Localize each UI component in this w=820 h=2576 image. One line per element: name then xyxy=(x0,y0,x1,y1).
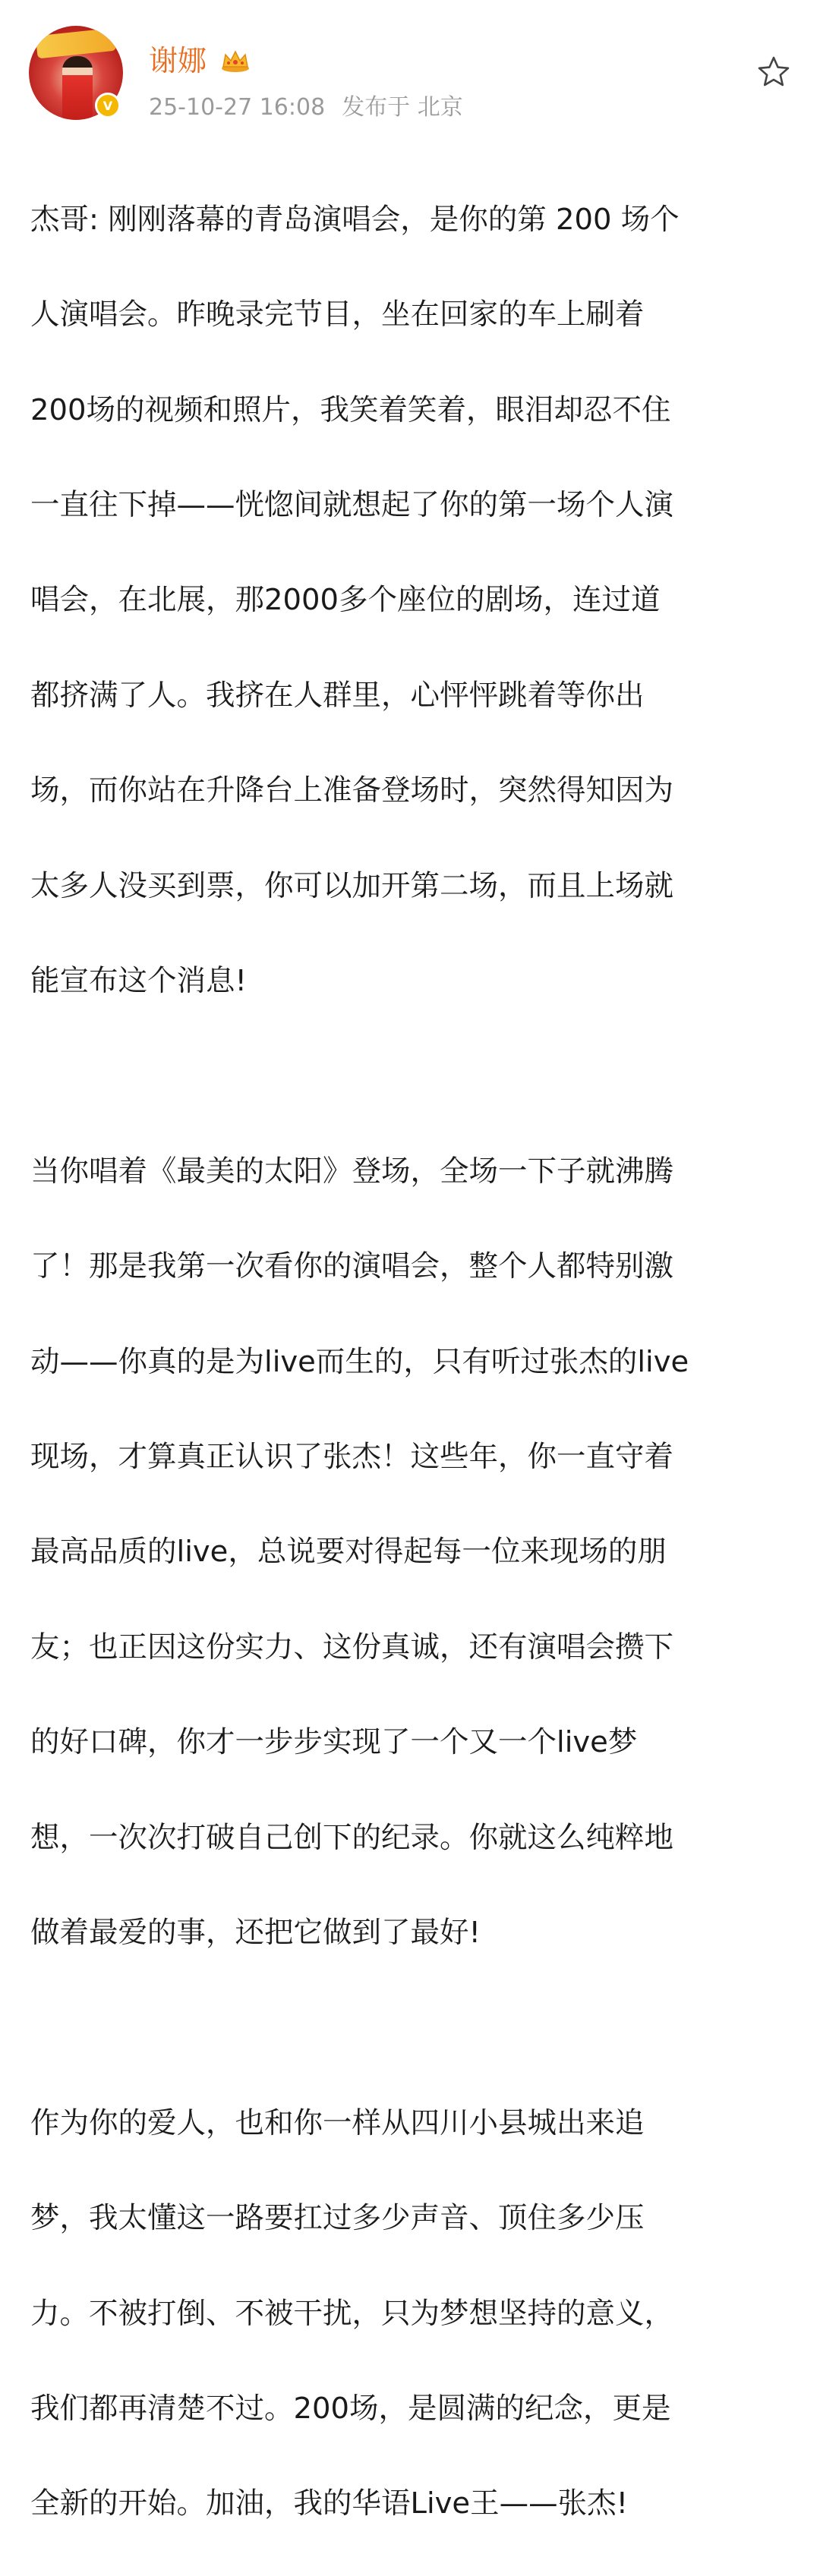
text-line: 作为你的爱人，也和你一样从四川小县城出来追 xyxy=(30,2105,645,2140)
text-line: 杰哥: 刚刚落幕的青岛演唱会，是你的第 200 场个 xyxy=(30,202,680,237)
post-paragraph-3 xyxy=(30,2052,793,2576)
post-timestamp: 25-10-27 16:08 xyxy=(149,94,326,121)
text-line: 太多人没买到票，你可以加开第二场，而且上场就 xyxy=(30,868,674,903)
text-line: 做着最爱的事，还把它做到了最好! xyxy=(30,1916,481,1950)
text-line: 我们都再清楚不过。200场，是圆满的纪念，更是 xyxy=(30,2392,671,2426)
text-line: 动——你真的是为live而生的，只有听过张杰的live xyxy=(30,1344,689,1379)
text-line: 友；也正因这份实力、这份真诚，还有演唱会攒下 xyxy=(30,1630,674,1664)
svg-text:V: V xyxy=(102,99,113,113)
post-paragraph-2 xyxy=(30,1101,793,2004)
post-header xyxy=(0,0,820,133)
text-line: 场，而你站在升降台上准备登场时，突然得知因为 xyxy=(30,773,674,808)
post-meta xyxy=(149,94,463,121)
text-line: 了！那是我第一次看你的演唱会，整个人都特别激 xyxy=(30,1249,674,1284)
text-line: 一直往下掉——恍惚间就想起了你的第一场个人演 xyxy=(30,487,674,522)
text-line: 力。不被打倒、不被干扰，只为梦想坚持的意义， xyxy=(30,2296,674,2331)
text-line: 最高品质的live，总说要对得起每一位来现场的朋 xyxy=(30,1535,667,1570)
location-prefix: 发布于 xyxy=(342,94,411,121)
text-line: 的好口碑，你才一步步实现了一个又一个live梦 xyxy=(30,1725,638,1760)
text-line: 梦，我太懂这一路要扛过多少声音、顶住多少压 xyxy=(30,2201,645,2236)
post-body xyxy=(30,149,793,2576)
text-line: 唱会，在北展，那2000多个座位的剧场，连过道 xyxy=(30,583,661,618)
paragraph-gap xyxy=(30,1053,793,1101)
text-line: 想，一次次打破自己创下的纪录。你就这么纯粹地 xyxy=(30,1820,674,1855)
post-location: 北京 xyxy=(417,94,463,121)
text-line: 都挤满了人。我挤在人群里，心怦怦跳着等你出 xyxy=(30,678,645,713)
paragraph-gap xyxy=(30,2004,793,2052)
text-line: 200场的视频和照片，我笑着笑着，眼泪却忍不住 xyxy=(30,392,671,427)
avatar-figure xyxy=(62,56,93,120)
crown-icon xyxy=(220,47,251,73)
avatar-banner-decoration xyxy=(36,28,117,59)
star-outline-icon[interactable] xyxy=(756,55,791,90)
text-line: 人演唱会。昨晚录完节目，坐在回家的车上刷着 xyxy=(30,298,645,332)
text-line: 现场，才算真正认识了张杰！这些年，你一直守着 xyxy=(30,1439,674,1474)
text-line: 当你唱着《最美的太阳》登场，全场一下子就沸腾 xyxy=(30,1154,674,1189)
text-line: 全新的开始。加油，我的华语Live王——张杰! xyxy=(30,2486,629,2521)
post-paragraph-1 xyxy=(30,149,793,1053)
text-line: 能宣布这个消息! xyxy=(30,963,247,998)
verified-badge-icon xyxy=(95,93,121,118)
author-name[interactable]: 谢娜 xyxy=(149,44,207,77)
